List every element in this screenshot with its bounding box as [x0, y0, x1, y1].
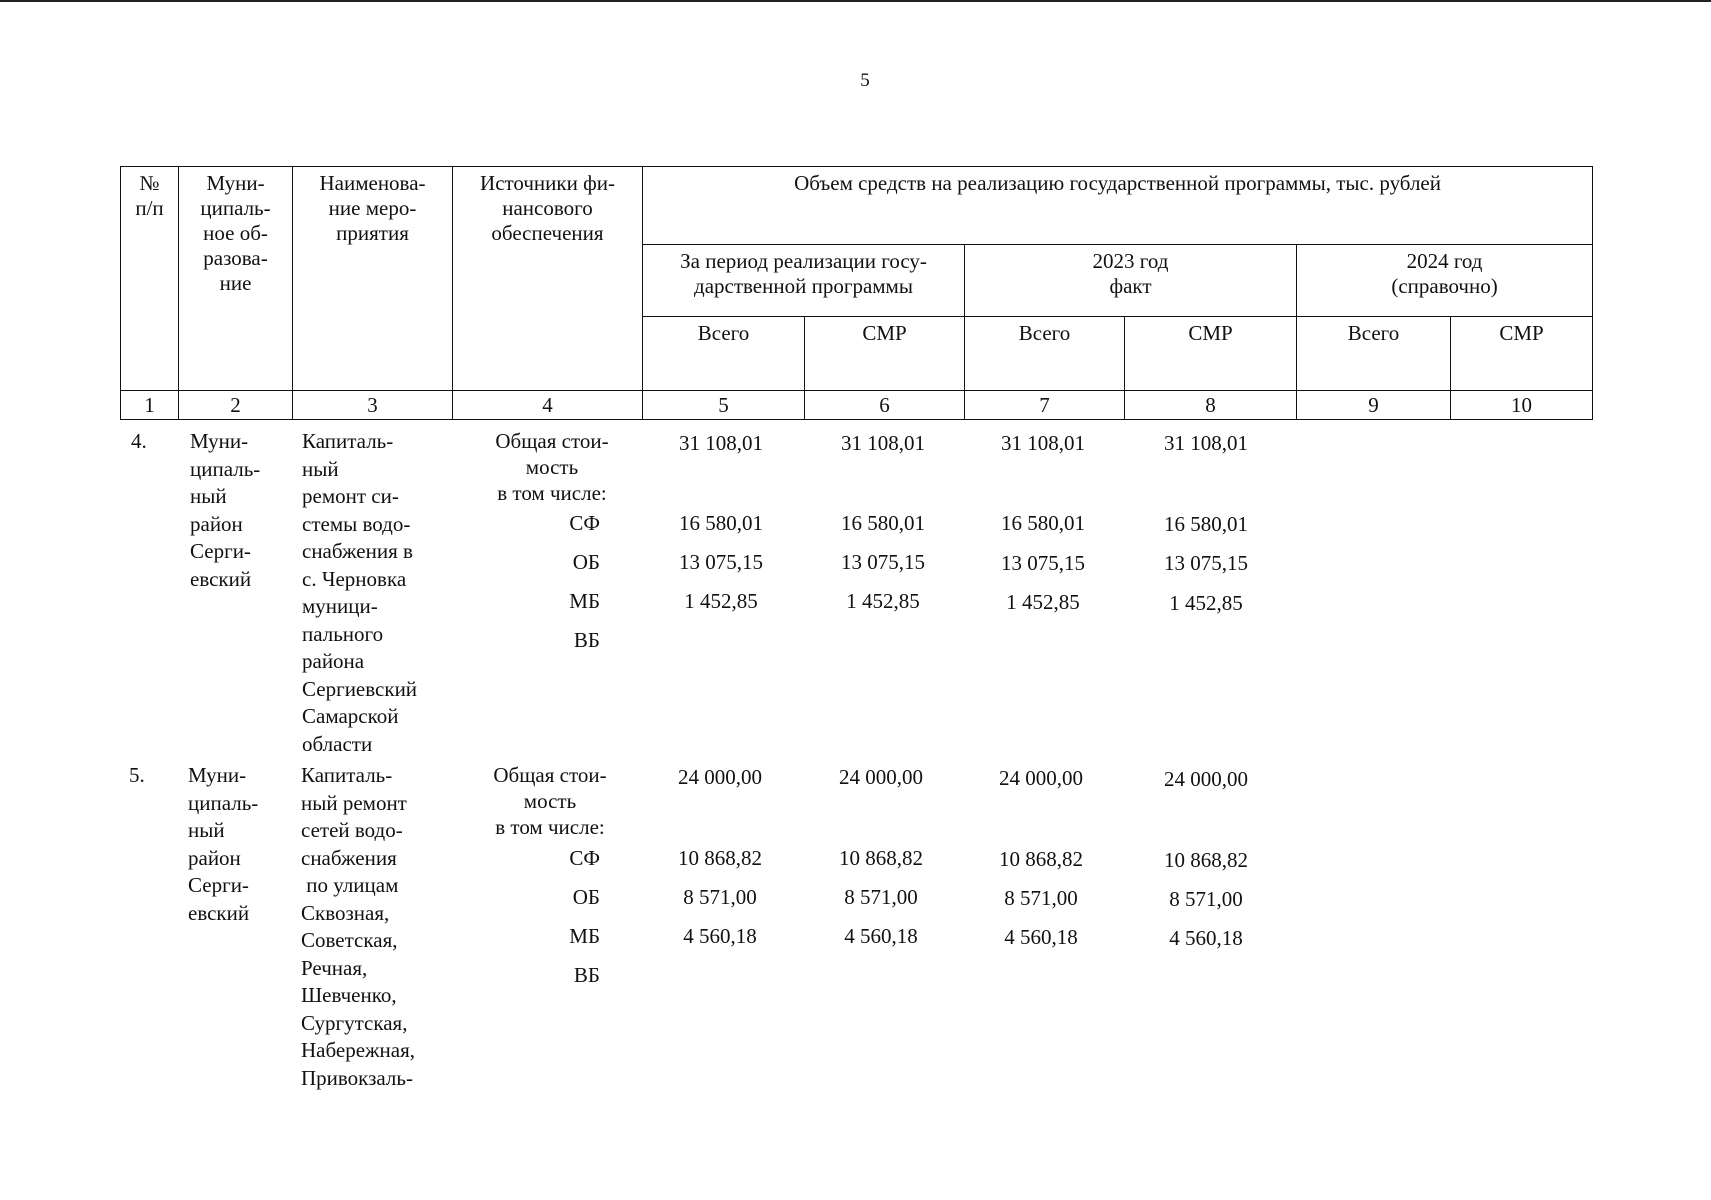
- source-value: 10 868,82: [839, 846, 923, 870]
- source-value: 1 452,85: [684, 589, 758, 613]
- header-sub-total: Всего: [965, 317, 1125, 391]
- header-sub-smr: СМР: [1125, 317, 1297, 391]
- header-sub-total: Всего: [1297, 317, 1451, 391]
- row-cost-label: Общая стои- мость в том числе:: [495, 429, 609, 505]
- source-value: 13 075,15: [1001, 551, 1085, 575]
- column-number: 2: [179, 391, 293, 420]
- row-cost-label: Общая стои- мость в том числе:: [493, 763, 607, 839]
- header-col-measure: Наименова- ние меро- приятия: [293, 167, 453, 391]
- column-number: 1: [121, 391, 179, 420]
- header-sub-smr: СМР: [1451, 317, 1593, 391]
- source-value: 1 452,85: [846, 589, 920, 613]
- source-code: ВБ: [573, 628, 600, 652]
- header-col-municipality: Муни- ципаль- ное об- разова- ние: [179, 167, 293, 391]
- row-total-value: 31 108,01: [841, 431, 925, 455]
- column-number: 7: [965, 391, 1125, 420]
- row-municipality: Муни- ципаль- ный район Серги- евский: [190, 429, 261, 591]
- header-sub-smr: СМР: [805, 317, 965, 391]
- column-number: 4: [453, 391, 643, 420]
- source-value: 1 452,85: [1169, 591, 1243, 615]
- source-code: ОБ: [572, 885, 600, 909]
- row-total-value: 24 000,00: [678, 765, 762, 789]
- source-value: 10 868,82: [1164, 848, 1248, 872]
- source-code: ОБ: [572, 550, 600, 574]
- top-border-line: [0, 0, 1711, 2]
- header-period-total: За период реализации госу- дарственной программы: [643, 245, 965, 317]
- source-value: 4 560,18: [683, 924, 757, 948]
- source-code: МБ: [569, 589, 600, 613]
- page-number: 5: [860, 70, 870, 91]
- source-value: 13 075,15: [1164, 551, 1248, 575]
- source-value: 4 560,18: [1169, 926, 1243, 950]
- row-total-value: 31 108,01: [1164, 431, 1248, 455]
- row-municipality: Муни- ципаль- ный район Серги- евский: [188, 763, 259, 925]
- row-total-value: 24 000,00: [999, 766, 1083, 790]
- source-value: 8 571,00: [1169, 887, 1243, 911]
- source-value: 4 560,18: [1004, 925, 1078, 949]
- source-value: 8 571,00: [1004, 886, 1078, 910]
- row-total-value: 24 000,00: [839, 765, 923, 789]
- column-number: 6: [805, 391, 965, 420]
- header-year-2024: 2024 год (справочно): [1297, 245, 1593, 317]
- column-number: 8: [1125, 391, 1297, 420]
- row-number: 4.: [131, 429, 147, 453]
- row-number: 5.: [129, 763, 145, 787]
- source-code: МБ: [569, 924, 600, 948]
- row-total-value: 31 108,01: [1001, 431, 1085, 455]
- source-value: 16 580,01: [679, 511, 763, 535]
- row-total-value: 31 108,01: [679, 431, 763, 455]
- header-col-funding-source: Источники фи- нансового обеспечения: [453, 167, 643, 391]
- column-number: 3: [293, 391, 453, 420]
- source-value: 8 571,00: [844, 885, 918, 909]
- table-header: [120, 166, 1593, 420]
- header-col-volume: Объем средств на реализацию государственной программы, тыс. рублей: [643, 167, 1593, 245]
- source-value: 16 580,01: [1164, 512, 1248, 536]
- header-sub-total: Всего: [643, 317, 805, 391]
- source-code: СФ: [569, 846, 600, 870]
- source-value: 1 452,85: [1006, 590, 1080, 614]
- column-number: 5: [643, 391, 805, 420]
- row-measure: Капиталь- ный ремонт сетей водо- снабжения по улицам Сквозная, Советская, Речная, Шевченко, Сургутская, Набережная, Привокзаль-: [301, 763, 416, 1090]
- source-value: 8 571,00: [683, 885, 757, 909]
- source-value: 16 580,01: [841, 511, 925, 535]
- source-code: ВБ: [573, 963, 600, 987]
- source-value: 16 580,01: [1001, 511, 1085, 535]
- header-year-2023: 2023 год факт: [965, 245, 1297, 317]
- row-measure: Капиталь- ный ремонт си- стемы водо- снабжения в с. Черновка муници- пального района Сергиевский Самарской области: [302, 429, 418, 756]
- source-value: 13 075,15: [679, 550, 763, 574]
- source-value: 10 868,82: [999, 847, 1083, 871]
- source-code: СФ: [569, 511, 600, 535]
- row-total-value: 24 000,00: [1164, 767, 1248, 791]
- source-value: 13 075,15: [841, 550, 925, 574]
- source-value: 4 560,18: [844, 924, 918, 948]
- column-number: 9: [1297, 391, 1451, 420]
- header-col-number: № п/п: [121, 167, 179, 391]
- column-number: 10: [1451, 391, 1593, 420]
- source-value: 10 868,82: [678, 846, 762, 870]
